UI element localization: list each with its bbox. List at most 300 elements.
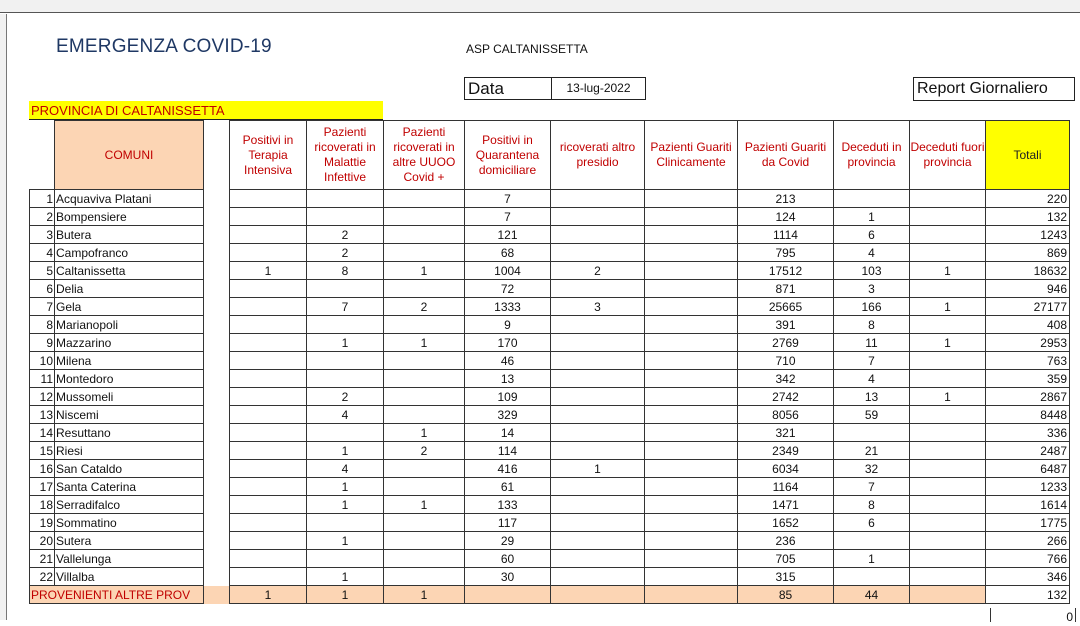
below-total-value: 0	[990, 608, 1076, 622]
province-label: PROVINCIA DI CALTANISSETTA	[29, 101, 383, 120]
row-index: 11	[30, 370, 55, 388]
cell-deceduti-provincia: 103	[834, 262, 910, 280]
cell-deceduti-provincia	[834, 190, 910, 208]
cell-totali: 1614	[986, 496, 1070, 514]
row-index: 22	[30, 568, 55, 586]
cell-altre-uuoo	[384, 532, 465, 550]
cell-totali: 8448	[986, 406, 1070, 424]
cell-malattie-infettive: 2	[307, 244, 384, 262]
cell-deceduti-provincia: 166	[834, 298, 910, 316]
cell-totali: 408	[986, 316, 1070, 334]
cell-deceduti-provincia: 11	[834, 334, 910, 352]
cell-altro-presidio	[551, 424, 645, 442]
cell-totali: 1233	[986, 478, 1070, 496]
cell-altre-uuoo: 2	[384, 298, 465, 316]
gap-cell	[204, 280, 230, 298]
cell-totali: 1775	[986, 514, 1070, 532]
comune-name: Bompensiere	[55, 208, 204, 226]
cell-terapia-intensiva: 1	[230, 262, 307, 280]
comune-name: Acquaviva Platani	[55, 190, 204, 208]
cell-deceduti-provincia: 8	[834, 496, 910, 514]
cell-totali: 766	[986, 550, 1070, 568]
cell-terapia-intensiva	[230, 514, 307, 532]
cell-terapia-intensiva	[230, 442, 307, 460]
cell-totali: 6487	[986, 460, 1070, 478]
row-index: 17	[30, 478, 55, 496]
cell-malattie-infettive	[307, 370, 384, 388]
cell-quarantena: 9	[465, 316, 551, 334]
comune-name: Santa Caterina	[55, 478, 204, 496]
cell-quarantena: 30	[465, 568, 551, 586]
cell-quarantena: 61	[465, 478, 551, 496]
comune-name: Niscemi	[55, 406, 204, 424]
cell-guariti-clinicamente	[645, 460, 738, 478]
cell-deceduti-fuori: 1	[910, 298, 986, 316]
cell-malattie-infettive: 7	[307, 298, 384, 316]
cell-malattie-infettive: 8	[307, 262, 384, 280]
footer-row	[30, 586, 1070, 604]
table-row	[30, 280, 1070, 298]
cell-guariti-covid: 213	[738, 190, 834, 208]
cell-altre-uuoo: 1	[384, 262, 465, 280]
cell-guariti-clinicamente	[645, 316, 738, 334]
cell-malattie-infettive: 4	[307, 406, 384, 424]
header-malattie-infettive: Pazienti ricoverati in Malattie Infettive	[307, 121, 384, 190]
comune-name: Gela	[55, 298, 204, 316]
footer-cell-guariti-covid: 85	[738, 586, 834, 604]
cell-deceduti-fuori	[910, 244, 986, 262]
cell-quarantena: 114	[465, 442, 551, 460]
cell-terapia-intensiva	[230, 208, 307, 226]
cell-guariti-covid: 124	[738, 208, 834, 226]
cell-altre-uuoo	[384, 226, 465, 244]
cell-terapia-intensiva	[230, 496, 307, 514]
footer-cell-altre-uuoo: 1	[384, 586, 465, 604]
footer-cell-guariti-clinicamente	[645, 586, 738, 604]
footer-label: PROVENIENTI ALTRE PROV	[30, 586, 204, 604]
cell-altre-uuoo	[384, 316, 465, 334]
comune-name: Serradifalco	[55, 496, 204, 514]
cell-malattie-infettive	[307, 280, 384, 298]
cell-terapia-intensiva	[230, 424, 307, 442]
cell-altre-uuoo	[384, 244, 465, 262]
cell-terapia-intensiva	[230, 388, 307, 406]
comune-name: Vallelunga	[55, 550, 204, 568]
cell-malattie-infettive: 4	[307, 460, 384, 478]
table-row	[30, 190, 1070, 208]
cell-altro-presidio	[551, 226, 645, 244]
cell-altro-presidio	[551, 280, 645, 298]
footer-cell-deceduti-provincia: 44	[834, 586, 910, 604]
gap-cell	[204, 550, 230, 568]
table-row	[30, 370, 1070, 388]
cell-guariti-covid: 710	[738, 352, 834, 370]
cell-deceduti-fuori	[910, 352, 986, 370]
cell-guariti-clinicamente	[645, 442, 738, 460]
cell-guariti-clinicamente	[645, 334, 738, 352]
gap-cell	[204, 442, 230, 460]
cell-malattie-infettive	[307, 208, 384, 226]
cell-quarantena: 133	[465, 496, 551, 514]
cell-terapia-intensiva	[230, 334, 307, 352]
cell-quarantena: 72	[465, 280, 551, 298]
row-index: 19	[30, 514, 55, 532]
cell-terapia-intensiva	[230, 478, 307, 496]
table-row	[30, 352, 1070, 370]
row-index: 5	[30, 262, 55, 280]
row-index: 8	[30, 316, 55, 334]
cell-deceduti-provincia: 7	[834, 352, 910, 370]
row-index: 1	[30, 190, 55, 208]
cell-guariti-clinicamente	[645, 514, 738, 532]
cell-malattie-infettive: 2	[307, 226, 384, 244]
cell-guariti-covid: 342	[738, 370, 834, 388]
comune-name: Marianopoli	[55, 316, 204, 334]
header-index-blank	[30, 121, 55, 190]
gap-cell	[204, 460, 230, 478]
cell-altre-uuoo	[384, 190, 465, 208]
cell-altre-uuoo	[384, 514, 465, 532]
cell-totali: 266	[986, 532, 1070, 550]
cell-terapia-intensiva	[230, 370, 307, 388]
cell-deceduti-provincia: 6	[834, 226, 910, 244]
cell-deceduti-provincia: 21	[834, 442, 910, 460]
cell-deceduti-provincia: 6	[834, 514, 910, 532]
cell-deceduti-provincia	[834, 424, 910, 442]
cell-guariti-covid: 6034	[738, 460, 834, 478]
cell-deceduti-provincia	[834, 532, 910, 550]
cell-altre-uuoo	[384, 208, 465, 226]
cell-quarantena: 1333	[465, 298, 551, 316]
cell-guariti-covid: 8056	[738, 406, 834, 424]
cell-deceduti-fuori: 1	[910, 388, 986, 406]
cell-altre-uuoo	[384, 478, 465, 496]
row-index: 18	[30, 496, 55, 514]
row-index: 9	[30, 334, 55, 352]
cell-guariti-clinicamente	[645, 190, 738, 208]
row-index: 16	[30, 460, 55, 478]
table-row	[30, 442, 1070, 460]
row-index: 7	[30, 298, 55, 316]
cell-deceduti-fuori	[910, 550, 986, 568]
cell-deceduti-fuori	[910, 226, 986, 244]
cell-deceduti-fuori	[910, 568, 986, 586]
cell-guariti-covid: 2349	[738, 442, 834, 460]
comune-name: Delia	[55, 280, 204, 298]
row-index: 14	[30, 424, 55, 442]
cell-deceduti-provincia: 59	[834, 406, 910, 424]
cell-guariti-clinicamente	[645, 280, 738, 298]
cell-altro-presidio	[551, 550, 645, 568]
cell-deceduti-provincia	[834, 568, 910, 586]
gap-cell	[204, 262, 230, 280]
cell-quarantena: 121	[465, 226, 551, 244]
cell-malattie-infettive	[307, 190, 384, 208]
comune-name: Butera	[55, 226, 204, 244]
cell-terapia-intensiva	[230, 550, 307, 568]
cell-guariti-covid: 2742	[738, 388, 834, 406]
cell-guariti-covid: 705	[738, 550, 834, 568]
cell-deceduti-provincia: 8	[834, 316, 910, 334]
table-row	[30, 424, 1070, 442]
table-row	[30, 532, 1070, 550]
cell-guariti-covid: 25665	[738, 298, 834, 316]
cell-quarantena: 29	[465, 532, 551, 550]
cell-quarantena: 1004	[465, 262, 551, 280]
cell-altro-presidio	[551, 532, 645, 550]
cell-terapia-intensiva	[230, 532, 307, 550]
gap-cell	[204, 388, 230, 406]
cell-malattie-infettive	[307, 550, 384, 568]
cell-deceduti-provincia: 32	[834, 460, 910, 478]
cell-deceduti-fuori	[910, 532, 986, 550]
cell-terapia-intensiva	[230, 316, 307, 334]
table-body	[30, 190, 1070, 604]
cell-quarantena: 329	[465, 406, 551, 424]
cell-deceduti-fuori	[910, 190, 986, 208]
cell-malattie-infettive	[307, 352, 384, 370]
header-gap	[204, 121, 230, 190]
cell-guariti-clinicamente	[645, 370, 738, 388]
cell-altro-presidio	[551, 208, 645, 226]
table-row	[30, 406, 1070, 424]
comune-name: Milena	[55, 352, 204, 370]
header-terapia-intensiva: Positivi in Terapia Intensiva	[230, 121, 307, 190]
cell-totali: 336	[986, 424, 1070, 442]
row-index: 21	[30, 550, 55, 568]
cell-totali: 946	[986, 280, 1070, 298]
cell-deceduti-fuori	[910, 280, 986, 298]
cell-terapia-intensiva	[230, 244, 307, 262]
comune-name: Caltanissetta	[55, 262, 204, 280]
cell-altro-presidio	[551, 478, 645, 496]
cell-guariti-covid: 17512	[738, 262, 834, 280]
cell-deceduti-fuori	[910, 208, 986, 226]
header-guariti-covid: Pazienti Guariti da Covid	[738, 121, 834, 190]
page-title: EMERGENZA COVID-19	[56, 36, 272, 57]
table-row	[30, 388, 1070, 406]
comune-name: Montedoro	[55, 370, 204, 388]
cell-guariti-clinicamente	[645, 406, 738, 424]
cell-quarantena: 60	[465, 550, 551, 568]
cell-totali: 359	[986, 370, 1070, 388]
cell-terapia-intensiva	[230, 568, 307, 586]
gap-cell	[204, 226, 230, 244]
footer-cell-terapia-intensiva: 1	[230, 586, 307, 604]
cell-altro-presidio	[551, 244, 645, 262]
cell-malattie-infettive	[307, 316, 384, 334]
cell-quarantena: 14	[465, 424, 551, 442]
cell-guariti-clinicamente	[645, 424, 738, 442]
cell-deceduti-fuori	[910, 514, 986, 532]
cell-guariti-clinicamente	[645, 208, 738, 226]
cell-deceduti-fuori	[910, 442, 986, 460]
cell-totali: 2487	[986, 442, 1070, 460]
table-row	[30, 478, 1070, 496]
gap-cell	[204, 406, 230, 424]
header-altre-uuoo: Pazienti ricoverati in altre UUOO Covid +	[384, 121, 465, 190]
cell-totali: 220	[986, 190, 1070, 208]
cell-deceduti-provincia: 4	[834, 370, 910, 388]
cell-deceduti-fuori	[910, 370, 986, 388]
comune-name: Villalba	[55, 568, 204, 586]
cell-deceduti-provincia: 4	[834, 244, 910, 262]
cell-guariti-clinicamente	[645, 550, 738, 568]
cell-guariti-clinicamente	[645, 298, 738, 316]
gap-cell	[204, 370, 230, 388]
cell-altro-presidio: 1	[551, 460, 645, 478]
gap-cell	[204, 478, 230, 496]
cell-terapia-intensiva	[230, 226, 307, 244]
footer-cell-totali: 132	[986, 586, 1070, 604]
cell-guariti-covid: 1471	[738, 496, 834, 514]
row-index: 10	[30, 352, 55, 370]
cell-altro-presidio	[551, 334, 645, 352]
cell-totali: 869	[986, 244, 1070, 262]
cell-altro-presidio	[551, 370, 645, 388]
comune-name: Mazzarino	[55, 334, 204, 352]
row-index: 13	[30, 406, 55, 424]
cell-altre-uuoo: 2	[384, 442, 465, 460]
gap-cell	[204, 532, 230, 550]
row-index: 12	[30, 388, 55, 406]
cell-quarantena: 7	[465, 190, 551, 208]
cell-guariti-covid: 1164	[738, 478, 834, 496]
cell-guariti-covid: 1114	[738, 226, 834, 244]
table-row	[30, 460, 1070, 478]
cell-quarantena: 117	[465, 514, 551, 532]
table-row	[30, 496, 1070, 514]
table-row	[30, 244, 1070, 262]
cell-quarantena: 7	[465, 208, 551, 226]
cell-altro-presidio: 3	[551, 298, 645, 316]
cell-malattie-infettive: 1	[307, 532, 384, 550]
cell-malattie-infettive: 2	[307, 388, 384, 406]
cell-totali: 27177	[986, 298, 1070, 316]
cell-guariti-covid: 391	[738, 316, 834, 334]
cell-altro-presidio	[551, 406, 645, 424]
comune-name: Sommatino	[55, 514, 204, 532]
row-index: 20	[30, 532, 55, 550]
report-label: Report Giornaliero	[913, 77, 1075, 101]
cell-altre-uuoo: 1	[384, 424, 465, 442]
cell-altre-uuoo	[384, 550, 465, 568]
cell-guariti-clinicamente	[645, 226, 738, 244]
cell-guariti-clinicamente	[645, 532, 738, 550]
cell-altre-uuoo: 1	[384, 496, 465, 514]
table-row	[30, 298, 1070, 316]
window-top-edge	[0, 0, 1080, 13]
cell-deceduti-provincia: 1	[834, 550, 910, 568]
cell-deceduti-fuori	[910, 424, 986, 442]
cell-quarantena: 170	[465, 334, 551, 352]
cell-malattie-infettive: 1	[307, 568, 384, 586]
cell-altro-presidio	[551, 352, 645, 370]
row-index: 4	[30, 244, 55, 262]
gap-cell	[204, 334, 230, 352]
date-value: 13-lug-2022	[552, 77, 646, 100]
cell-totali: 18632	[986, 262, 1070, 280]
cell-altre-uuoo	[384, 280, 465, 298]
cell-deceduti-fuori	[910, 478, 986, 496]
cell-deceduti-provincia: 7	[834, 478, 910, 496]
cell-malattie-infettive: 1	[307, 442, 384, 460]
gap-cell	[204, 424, 230, 442]
cell-deceduti-fuori	[910, 406, 986, 424]
cell-quarantena: 13	[465, 370, 551, 388]
cell-deceduti-fuori	[910, 496, 986, 514]
cell-totali: 2867	[986, 388, 1070, 406]
cell-guariti-covid: 315	[738, 568, 834, 586]
row-index: 2	[30, 208, 55, 226]
cell-guariti-clinicamente	[645, 262, 738, 280]
cell-totali: 2953	[986, 334, 1070, 352]
header-comuni: COMUNI	[55, 121, 204, 190]
row-index: 6	[30, 280, 55, 298]
table-row	[30, 262, 1070, 280]
cell-quarantena: 68	[465, 244, 551, 262]
cell-quarantena: 46	[465, 352, 551, 370]
comune-name: Sutera	[55, 532, 204, 550]
comune-name: Resuttano	[55, 424, 204, 442]
gap-cell	[204, 244, 230, 262]
cell-guariti-covid: 871	[738, 280, 834, 298]
cell-guariti-clinicamente	[645, 388, 738, 406]
footer-cell-altro-presidio	[551, 586, 645, 604]
cell-guariti-covid: 795	[738, 244, 834, 262]
cell-totali: 346	[986, 568, 1070, 586]
cell-deceduti-fuori	[910, 460, 986, 478]
covid-report-table	[29, 120, 1070, 604]
table-row	[30, 514, 1070, 532]
cell-altro-presidio	[551, 190, 645, 208]
cell-deceduti-provincia: 3	[834, 280, 910, 298]
cell-terapia-intensiva	[230, 406, 307, 424]
cell-guariti-clinicamente	[645, 244, 738, 262]
cell-deceduti-provincia: 1	[834, 208, 910, 226]
comune-name: San Cataldo	[55, 460, 204, 478]
cell-totali: 1243	[986, 226, 1070, 244]
header-deceduti-fuori: Deceduti fuori provincia	[910, 121, 986, 190]
header-totali: Totali	[986, 121, 1070, 190]
date-label: Data	[464, 77, 552, 100]
cell-malattie-infettive: 1	[307, 496, 384, 514]
cell-deceduti-fuori: 1	[910, 262, 986, 280]
comune-name: Riesi	[55, 442, 204, 460]
cell-malattie-infettive	[307, 514, 384, 532]
gap-cell	[204, 586, 230, 604]
cell-guariti-clinicamente	[645, 352, 738, 370]
row-index: 3	[30, 226, 55, 244]
cell-guariti-covid: 321	[738, 424, 834, 442]
table-row	[30, 550, 1070, 568]
cell-altre-uuoo	[384, 568, 465, 586]
cell-guariti-clinicamente	[645, 496, 738, 514]
table-row	[30, 334, 1070, 352]
cell-altre-uuoo	[384, 352, 465, 370]
cell-quarantena: 109	[465, 388, 551, 406]
footer-cell-quarantena	[465, 586, 551, 604]
cell-quarantena: 416	[465, 460, 551, 478]
cell-altre-uuoo	[384, 406, 465, 424]
header-guariti-clinicamente: Pazienti Guariti Clinicamente	[645, 121, 738, 190]
cell-altro-presidio	[551, 442, 645, 460]
table-row	[30, 208, 1070, 226]
header-deceduti-provincia: Deceduti in provincia	[834, 121, 910, 190]
gap-cell	[204, 496, 230, 514]
gap-cell	[204, 514, 230, 532]
cell-altre-uuoo: 1	[384, 334, 465, 352]
